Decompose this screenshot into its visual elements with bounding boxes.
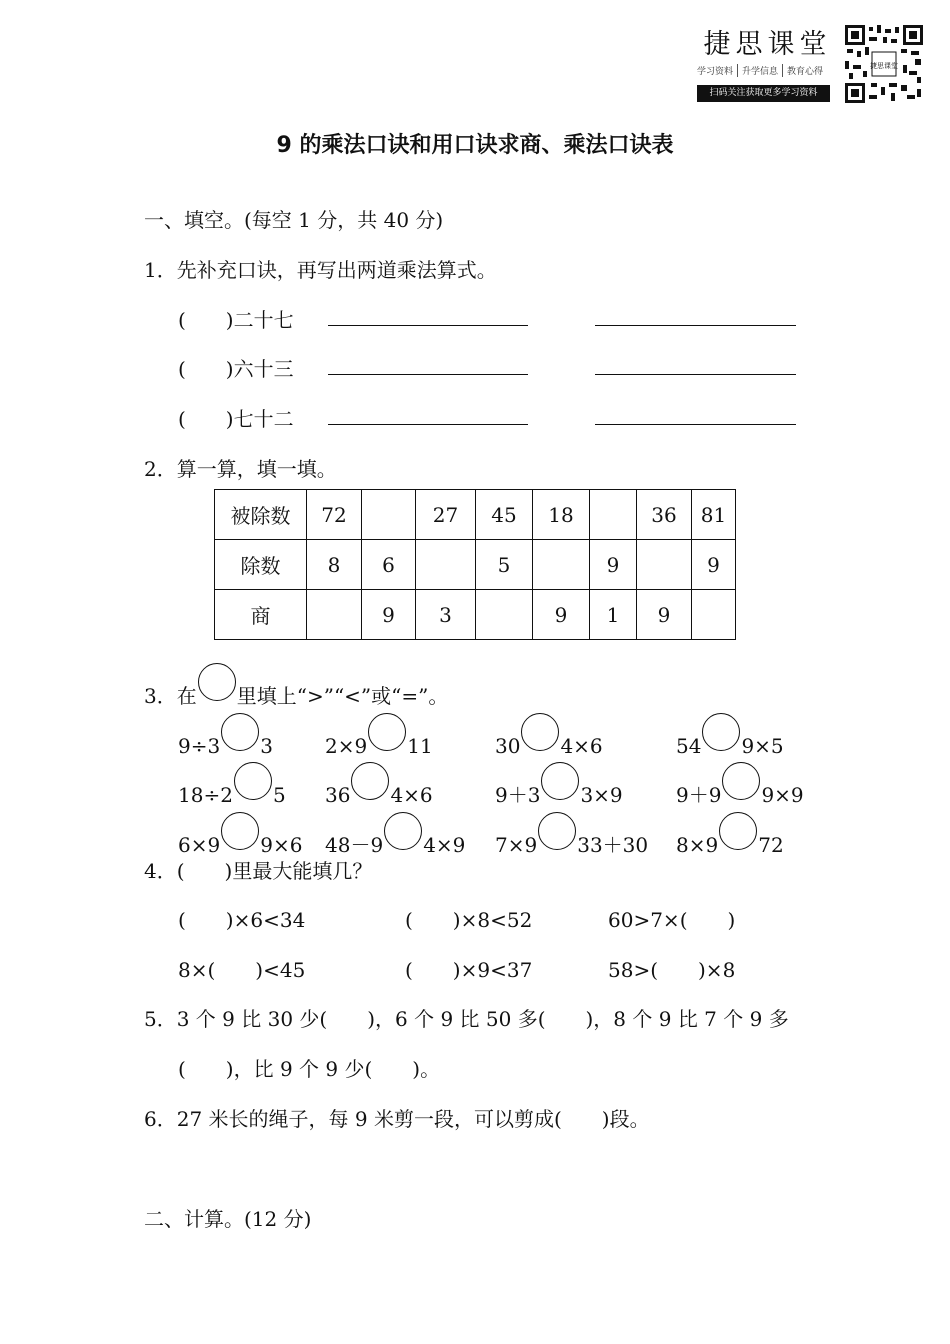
compare-right: 33＋30 [577,833,649,857]
answer-blank[interactable] [328,325,528,326]
compare-item [178,713,273,758]
compare-circle[interactable] [384,812,422,850]
table-cell[interactable] [533,540,590,590]
compare-left: 48－9 [325,833,384,857]
compare-right: 4×6 [560,734,603,758]
prompt-text: 3．在 [144,684,197,708]
answer-blank[interactable] [328,374,528,375]
question-2-prompt: 2．算一算，填一填。 [144,457,337,481]
mnemonic-text: 二十七 [233,308,294,332]
row-header: 商 [215,590,307,640]
compare-circle[interactable] [351,762,389,800]
table-cell[interactable]: 27 [416,490,476,540]
compare-left: 6×9 [178,833,221,857]
inequality-item[interactable]: ( )×6<34 [178,908,306,932]
question-3-prompt [144,663,448,709]
brand-tag: 学习资料 [697,67,734,77]
division-table [214,489,736,640]
table-cell[interactable]: 36 [637,490,692,540]
compare-circle[interactable] [719,812,757,850]
table-cell[interactable]: 9 [692,540,736,590]
compare-right: 5 [272,783,286,807]
answer-blank[interactable] [328,424,528,425]
compare-item [178,812,302,857]
table-row [215,540,736,590]
prompt-text: 里填上“>”“<”或“=”。 [236,684,449,708]
table-cell[interactable] [362,490,416,540]
compare-circle[interactable] [221,812,259,850]
table-cell[interactable]: 9 [637,590,692,640]
compare-item [495,762,623,808]
compare-left: 2×9 [325,734,368,758]
compare-left: 36 [325,783,351,807]
table-cell[interactable]: 18 [533,490,590,540]
table-cell[interactable]: 9 [590,540,637,590]
brand-banner: 扫码关注获取更多学习资料 [697,85,830,102]
page-title: 9 的乘法口诀和用口诀求商、乘法口诀表 [276,133,674,158]
table-cell[interactable]: 81 [692,490,736,540]
compare-circle[interactable] [221,713,259,751]
compare-item [325,713,433,758]
mnemonic-row [178,403,294,432]
mnemonic-text: 六十三 [233,357,294,381]
table-cell[interactable]: 3 [416,590,476,640]
mnemonic-text: 七十二 [233,407,294,431]
answer-blank[interactable] [595,374,796,375]
compare-circle[interactable] [541,762,579,800]
compare-right: 11 [407,734,433,758]
compare-item [676,713,784,758]
section-heading: 一、填空。(每空 1 分，共 40 分) [144,208,444,232]
table-cell[interactable]: 9 [533,590,590,640]
compare-circle[interactable] [538,812,576,850]
compare-circle[interactable] [521,713,559,751]
compare-left: 7×9 [495,833,538,857]
question-6: 6．27 米长的绳子，每 9 米剪一段，可以剪成( )段。 [144,1107,650,1131]
compare-left: 9＋3 [495,783,541,807]
section-heading: 二、计算。(12 分) [144,1207,312,1231]
qr-center-label: 捷思课堂 [870,62,898,70]
question-5-line-1: 5．3 个 9 比 30 少( )，6 个 9 比 50 多( )，8 个 9 比 7 个 9 多 [144,1007,789,1031]
table-cell[interactable]: 1 [590,590,637,640]
compare-item [325,812,465,858]
table-cell[interactable]: 6 [362,540,416,590]
qr-code-icon [845,25,923,103]
compare-item [495,713,603,758]
table-cell[interactable] [416,540,476,590]
answer-paren[interactable]: ( ) [178,357,234,381]
table-cell[interactable] [637,540,692,590]
compare-left: 9＋9 [676,783,722,807]
question-1-prompt: 1．先补充口诀，再写出两道乘法算式。 [144,258,497,282]
compare-circle[interactable] [368,713,406,751]
answer-paren[interactable]: ( ) [178,407,234,431]
answer-blank[interactable] [595,325,796,326]
compare-item [495,812,648,858]
compare-left: 54 [676,734,702,758]
compare-item [676,812,784,857]
table-cell[interactable] [307,590,362,640]
brand-logo-text: 捷思课堂 [703,29,832,60]
question-5-line-2: ( )，比 9 个 9 少( )。 [178,1057,441,1081]
compare-circle[interactable] [234,762,272,800]
compare-item [178,762,286,807]
compare-right: 9×6 [260,833,303,857]
compare-circle[interactable] [702,713,740,751]
mnemonic-row [178,304,294,333]
compare-left: 18÷2 [178,783,233,807]
circle-icon [198,663,236,701]
row-header: 被除数 [215,490,307,540]
compare-right: 72 [758,833,784,857]
table-cell[interactable] [476,590,533,640]
table-cell[interactable]: 72 [307,490,362,540]
compare-left: 9÷3 [178,734,221,758]
table-row [215,490,736,540]
brand-tag: 升学信息 [737,64,782,77]
inequality-item[interactable]: 8×( )<45 [178,958,306,982]
answer-paren[interactable]: ( ) [178,308,234,332]
compare-item [676,762,804,808]
table-cell[interactable]: 9 [362,590,416,640]
compare-item [325,762,433,807]
question-4-prompt: 4．( )里最大能填几？ [144,859,373,883]
table-cell[interactable]: 45 [476,490,533,540]
inequality-item[interactable]: 58>( )×8 [608,958,736,982]
compare-right: 4×9 [423,833,466,857]
table-cell[interactable]: 5 [476,540,533,590]
table-cell[interactable] [590,490,637,540]
compare-left: 30 [495,734,521,758]
table-cell[interactable] [692,590,736,640]
mnemonic-row [178,353,294,382]
compare-right: 9×9 [761,783,804,807]
compare-right: 9×5 [741,734,784,758]
compare-right: 4×6 [390,783,433,807]
table-row [215,590,736,640]
answer-blank[interactable] [595,424,796,425]
inequality-item[interactable]: ( )×8<52 [405,908,533,932]
table-cell[interactable]: 8 [307,540,362,590]
inequality-item[interactable]: 60>7×( ) [608,908,736,932]
compare-right: 3 [260,734,273,758]
brand-tag: 教育心得 [782,64,827,77]
compare-right: 3×9 [580,783,623,807]
compare-left: 8×9 [676,833,719,857]
inequality-item[interactable]: ( )×9<37 [405,958,533,982]
row-header: 除数 [215,540,307,590]
compare-circle[interactable] [722,762,760,800]
brand-tags [697,64,827,77]
